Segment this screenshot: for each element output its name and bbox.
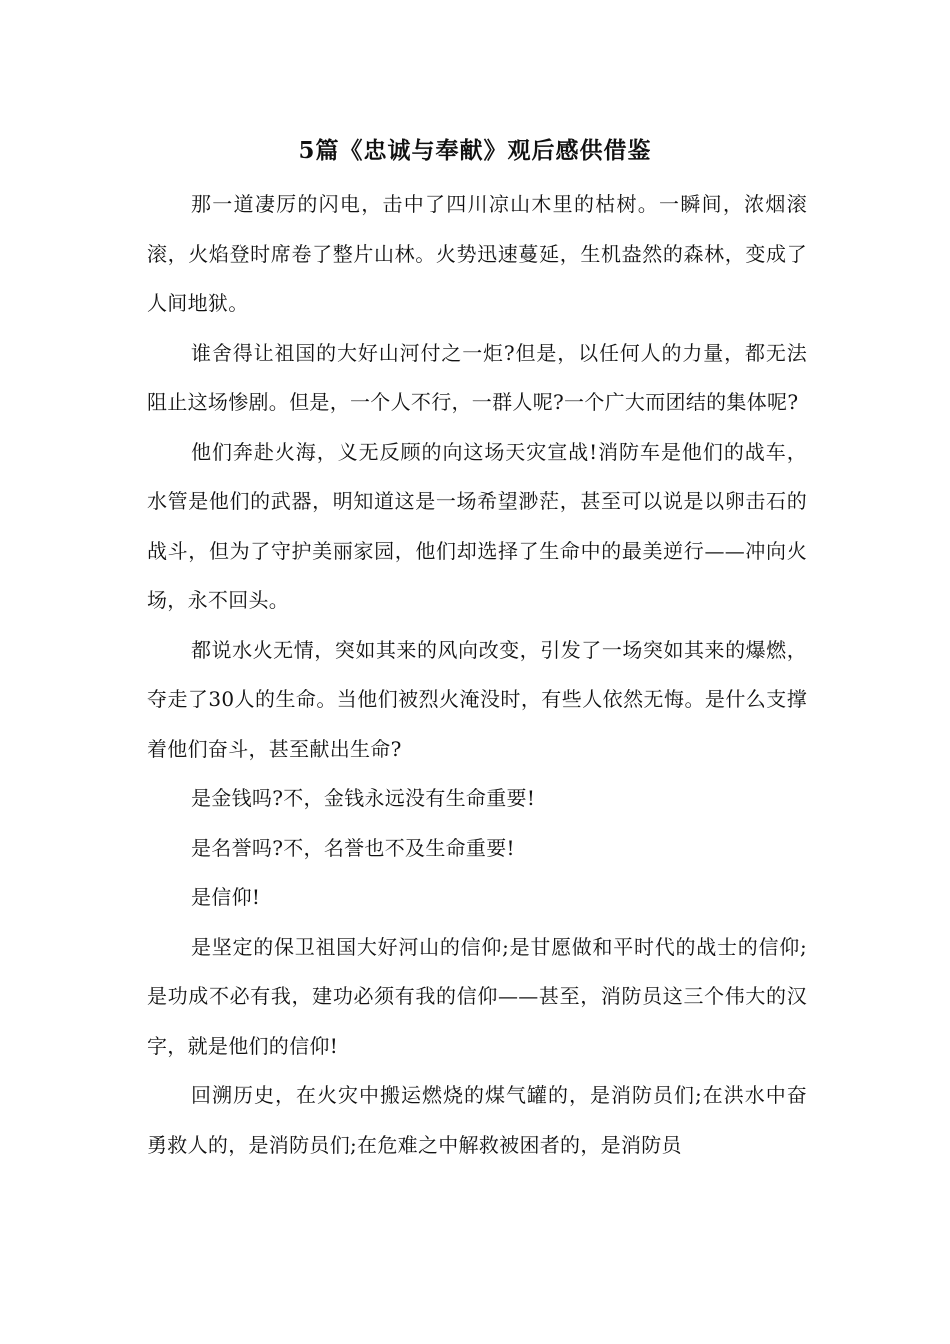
paragraph: 谁舍得让祖国的大好山河付之一炬?但是，以任何人的力量，都无法阻止这场惨剧。但是，一个人不行，一群人呢?一个广大而团结的集体呢? [147, 340, 807, 414]
paragraph: 回溯历史，在火灾中搬运燃烧的煤气罐的，是消防员们;在洪水中奋勇救人的，是消防员们;在危难之中解救被困者的，是消防员 [147, 1083, 807, 1157]
paragraph: 是金钱吗?不，金钱永远没有生命重要! [191, 786, 536, 810]
document-title: 5篇《忠诚与奉献》观后感供借鉴 [298, 137, 652, 164]
paragraph: 都说水火无情，突如其来的风向改变，引发了一场突如其来的爆燃，夺走了30人的生命。当他们被烈火淹没时，有些人依然无悔。是什么支撑着他们奋斗，甚至献出生命? [147, 637, 807, 761]
paragraph: 是名誉吗?不，名誉也不及生命重要! [191, 835, 515, 860]
paragraph: 那一道凄厉的闪电，击中了四川凉山木里的枯树。一瞬间，浓烟滚滚，火焰登时席卷了整片山林。火势迅速蔓延，生机盎然的森林，变成了人间地狱。 [147, 192, 807, 315]
paragraph: 是信仰! [191, 885, 261, 909]
paragraph: 是坚定的保卫祖国大好河山的信仰;是甘愿做和平时代的战士的信仰;是功成不必有我，建功必须有我的信仰——甚至，消防员这三个伟大的汉字，就是他们的信仰! [147, 934, 807, 1058]
paragraph: 他们奔赴火海，义无反顾的向这场天灾宣战!消防车是他们的战车，水管是他们的武器，明知道这是一场希望渺茫，甚至可以说是以卵击石的战斗，但为了守护美丽家园，他们却选择了生命中的最美逆行——冲向火场，永不回头。 [147, 439, 807, 612]
document-body [147, 180, 807, 1170]
